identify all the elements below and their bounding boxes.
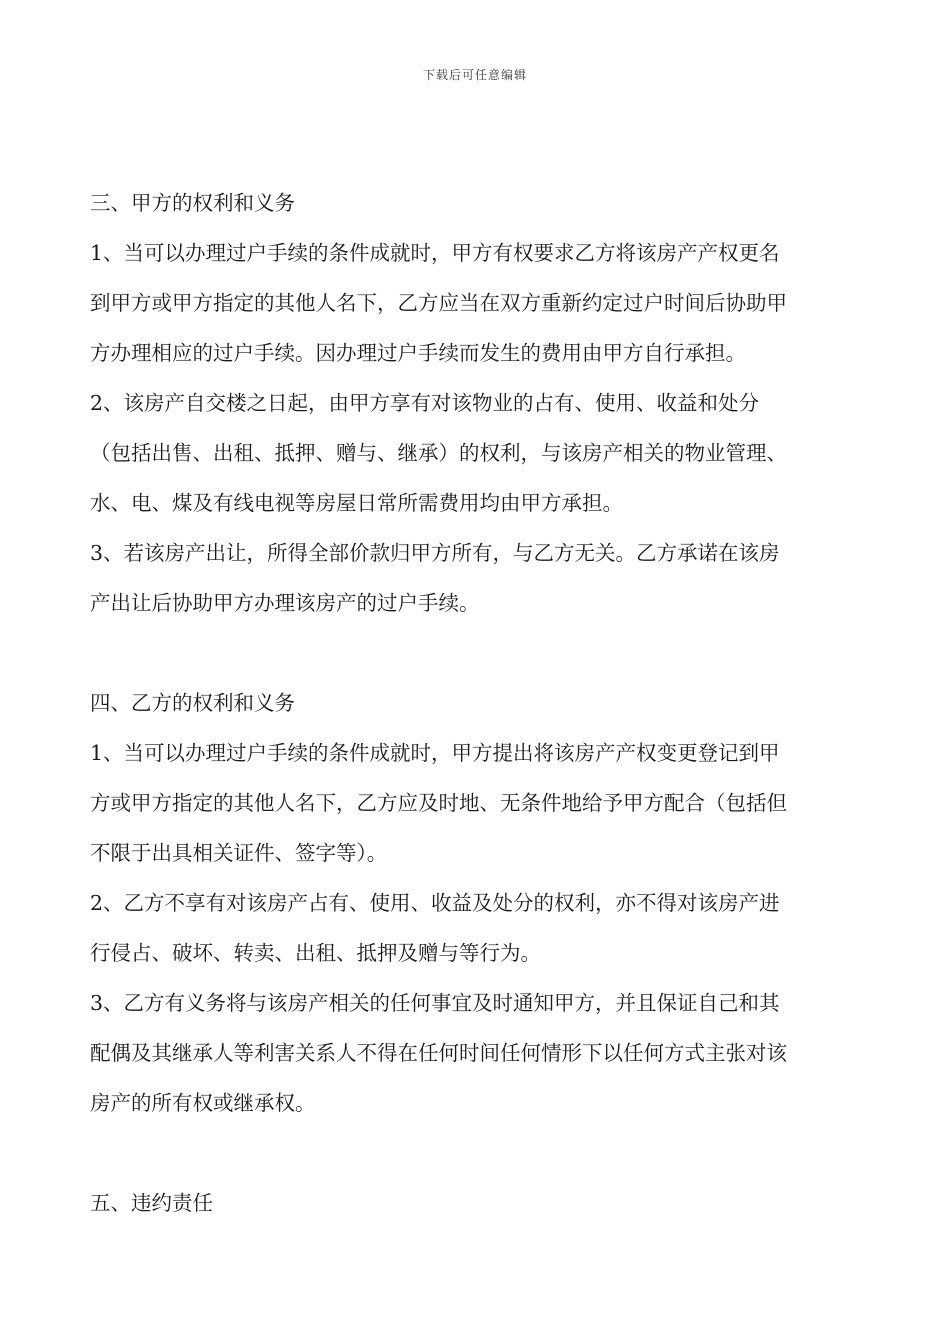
paragraph-line: 产出让后协助甲方办理该房产的过户手续。 [90,591,480,615]
paragraph-line: 方办理相应的过户手续。因办理过户手续而发生的费用由甲方自行承担。 [90,341,746,365]
paragraph-line: 房产的所有权或继承权。 [90,1091,316,1115]
paragraph [90,228,860,378]
paragraph-line: 3、若该房产出让，所得全部价款归甲方所有，与乙方无关。乙方承诺在该房 [90,541,780,565]
paragraph-line: 方或甲方指定的其他人名下，乙方应及时地、无条件地给予甲方配合（包括但 [90,791,787,815]
paragraph-line: 配偶及其继承人等利害关系人不得在任何时间任何情形下以任何方式主张对该 [90,1041,787,1065]
paragraph-line: （包括出售、出租、抵押、赠与、继承）的权利，与该房产相关的物业管理、 [90,441,787,465]
section-4 [90,678,860,1128]
paragraph-line: 水、电、煤及有线电视等房屋日常所需费用均由甲方承担。 [90,491,623,515]
section-3 [90,178,860,628]
section-heading: 五、违约责任 [90,1191,213,1215]
section-heading: 四、乙方的权利和义务 [90,691,295,715]
paragraph [90,978,860,1128]
paragraph [90,878,860,978]
paragraph-line: 行侵占、破坏、转卖、出租、抵押及赠与等行为。 [90,941,541,965]
paragraph-line: 1、当可以办理过户手续的条件成就时，甲方有权要求乙方将该房产产权更名 [90,241,780,265]
paragraph [90,528,860,628]
section-heading: 三、甲方的权利和义务 [90,191,295,215]
paragraph-line: 2、乙方不享有对该房产占有、使用、收益及处分的权利，亦不得对该房产进 [90,891,780,915]
page-header: 下载后可任意编辑 [422,68,527,82]
section-5 [90,1178,860,1228]
paragraph-line: 2、该房产自交楼之日起，由甲方享有对该物业的占有、使用、收益和处分 [90,391,760,415]
paragraph-line: 到甲方或甲方指定的其他人名下，乙方应当在双方重新约定过户时间后协助甲 [90,291,787,315]
paragraph-line: 3、乙方有义务将与该房产相关的任何事宜及时通知甲方，并且保证自己和其 [90,991,780,1015]
paragraph-line: 1、当可以办理过户手续的条件成就时，甲方提出将该房产产权变更登记到甲 [90,741,780,765]
paragraph-line: 不限于出具相关证件、签字等）。 [90,841,388,865]
document-body [90,178,860,1228]
paragraph [90,378,860,528]
paragraph [90,728,860,878]
